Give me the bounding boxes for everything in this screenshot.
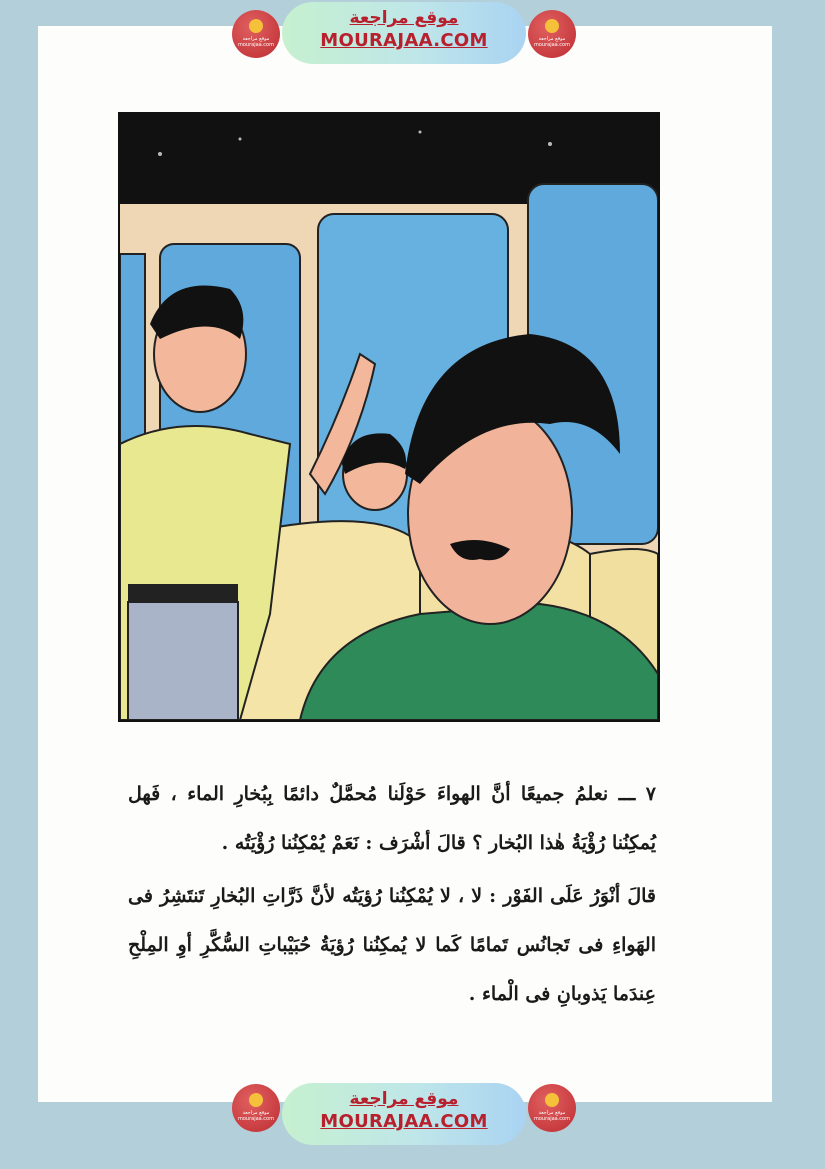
logo-text-en: mourajaa.com	[237, 42, 274, 48]
site-logo-right-top[interactable]	[528, 10, 576, 58]
site-banner-top[interactable]	[282, 2, 526, 64]
logo-text-en: mourajaa.com	[533, 42, 570, 48]
site-logo-left-top[interactable]	[232, 10, 280, 58]
logo-text-ar: موقع مراجعة	[538, 36, 566, 42]
bus-scene-image	[120, 114, 658, 720]
logo-text-ar: موقع مراجعة	[242, 1110, 270, 1116]
logo-text-en: mourajaa.com	[237, 1116, 274, 1122]
lesson-text	[128, 770, 656, 1019]
logo-text-ar: موقع مراجعة	[242, 36, 270, 42]
paragraph-2: قالَ أنْوَرُ عَلَى الفَوْر : لا ، لا يُمْكِنُنا رُؤيَتُه لأنَّ ذَرَّاتِ البُخارِ تَنتَشِرُ فى الهَواءِ فى تَجانُس تَمامًا كَما لا يُمكِنُنا رُؤيَةُ حُبَيْباتِ السُّكَّرِ أوِ المِلْحِ عِندَما يَذوبانِ فى الْماء .	[128, 885, 656, 1005]
site-logo-right-bottom[interactable]	[528, 1084, 576, 1132]
site-name-en[interactable]: MOURAJAA.COM	[320, 30, 488, 51]
bus-illustration	[118, 112, 660, 722]
logo-text-en: mourajaa.com	[533, 1116, 570, 1122]
site-name-en[interactable]: MOURAJAA.COM	[320, 1111, 488, 1132]
logo-text-ar: موقع مراجعة	[538, 1110, 566, 1116]
logo-dot-icon	[249, 1093, 263, 1107]
site-name-ar[interactable]: موقع مراجعة	[349, 1089, 459, 1109]
logo-dot-icon	[545, 1093, 559, 1107]
site-name-ar[interactable]: موقع مراجعة	[349, 8, 459, 28]
site-logo-left-bottom[interactable]	[232, 1084, 280, 1132]
paragraph-1: ٧ ـــ نعلمُ جميعًا أنَّ الهواءَ حَوْلَنا مُحمَّلٌ دائمًا بِبُخارِ الماء ، فَهل يُمكِنُنا رُؤْيَةُ هٰذا البُخار ؟ قالَ أشْرَف : نَعَمْ يُمْكِنُنا رُؤْيَتُه .	[128, 783, 656, 854]
site-banner-bottom[interactable]	[282, 1083, 526, 1145]
logo-dot-icon	[545, 19, 559, 33]
logo-dot-icon	[249, 19, 263, 33]
